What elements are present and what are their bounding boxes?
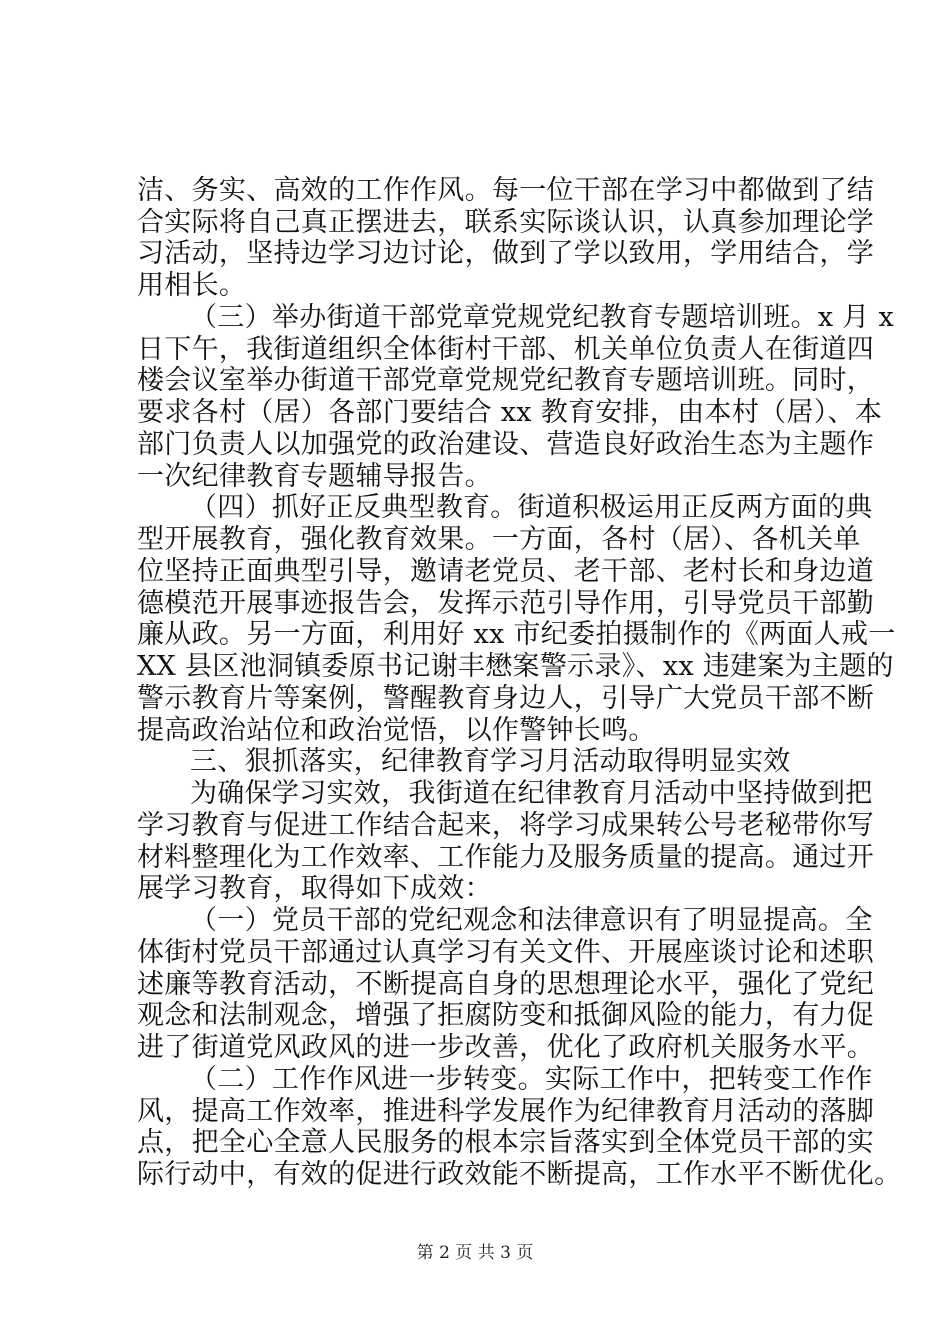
text-line-17: 警示教育片等案例，警醒教育身边人，引导广大党员干部不断 [137, 683, 875, 714]
text-line-3: 习活动，坚持边学习边讨论，做到了学以致用，学用结合，学 [137, 238, 875, 269]
text-line-1: 洁、务实、高效的工作作风。每一位干部在学习中都做到了结 [137, 175, 875, 206]
text-line-26: 述廉等教育活动，不断提高自身的思想理论水平，强化了党纪 [137, 969, 875, 1000]
text-line-8: 要求各村（居）各部门要结合 xx 教育安排，由本村（居）、本 [137, 397, 883, 428]
text-line-31: 点，把全心全意人民服务的根本宗旨落实到全体党员干部的实 [137, 1127, 875, 1158]
text-line-29: （二）工作作风进一步转变。实际工作中，把转变工作作 [190, 1064, 873, 1095]
text-line-32: 际行动中，有效的促进行政效能不断提高，工作水平不断优化。 [137, 1159, 902, 1190]
text-line-21: 学习教育与促进工作结合起来，将学习成果转公号老秘带你写 [137, 810, 875, 841]
text-line-24: （一）党员干部的党纪观念和法律意识有了明显提高。全 [190, 905, 873, 936]
text-line-5: （三）举办街道干部党章党规党纪教育专题培训班。x 月 x [190, 302, 895, 333]
section-heading: 三、狠抓落实，纪律教育学习月活动取得明显实效 [190, 746, 791, 777]
text-line-13: 位坚持正面典型引导，邀请老党员、老干部、老村长和身边道 [137, 556, 875, 587]
text-line-22: 材料整理化为工作效率、工作能力及服务质量的提高。通过开 [137, 842, 875, 873]
text-line-20: 为确保学习实效，我街道在纪律教育月活动中坚持做到把 [190, 778, 873, 809]
text-line-2: 合实际将自己真正摆进去，联系实际谈认识，认真参加理论学 [137, 207, 875, 238]
text-line-15: 廉从政。另一方面，利用好 xx 市纪委拍摄制作的《两面人戒一 [137, 619, 896, 650]
text-line-10: 一次纪律教育专题辅导报告。 [137, 461, 492, 492]
text-line-28: 进了街道党风政风的进一步改善，优化了政府机关服务水平。 [137, 1032, 875, 1063]
text-line-4: 用相长。 [137, 270, 247, 301]
text-line-14: 德模范开展事迹报告会，发挥示范引导作用，引导党员干部勤 [137, 588, 875, 619]
text-line-25: 体街村党员干部通过认真学习有关文件、开展座谈讨论和述职 [137, 937, 875, 968]
text-line-12: 型开展教育，强化教育效果。一方面，各村（居）、各机关单 [137, 524, 861, 555]
page-number-footer: 第 2 页 共 3 页 [416, 1243, 534, 1263]
text-line-30: 风，提高工作效率，推进科学发展作为纪律教育月活动的落脚 [137, 1096, 875, 1127]
text-line-27: 观念和法制观念，增强了拒腐防变和抵御风险的能力，有力促 [137, 1000, 875, 1031]
text-line-7: 楼会议室举办街道干部党章党规党纪教育专题培训班。同时， [137, 365, 875, 396]
text-line-23: 展学习教育，取得如下成效： [137, 873, 492, 904]
text-line-18: 提高政治站位和政治觉悟，以作警钟长鸣。 [137, 715, 656, 746]
text-line-16: XX 县区池洞镇委原书记谢丰懋案警示录》、xx 违建案为主题的 [137, 651, 894, 682]
text-line-11: （四）抓好正反典型教育。街道积极运用正反两方面的典 [190, 492, 873, 523]
text-line-9: 部门负责人以加强党的政治建设、营造良好政治生态为主题作 [137, 429, 875, 460]
text-line-6: 日下午，我街道组织全体街村干部、机关单位负责人在街道四 [137, 334, 875, 365]
